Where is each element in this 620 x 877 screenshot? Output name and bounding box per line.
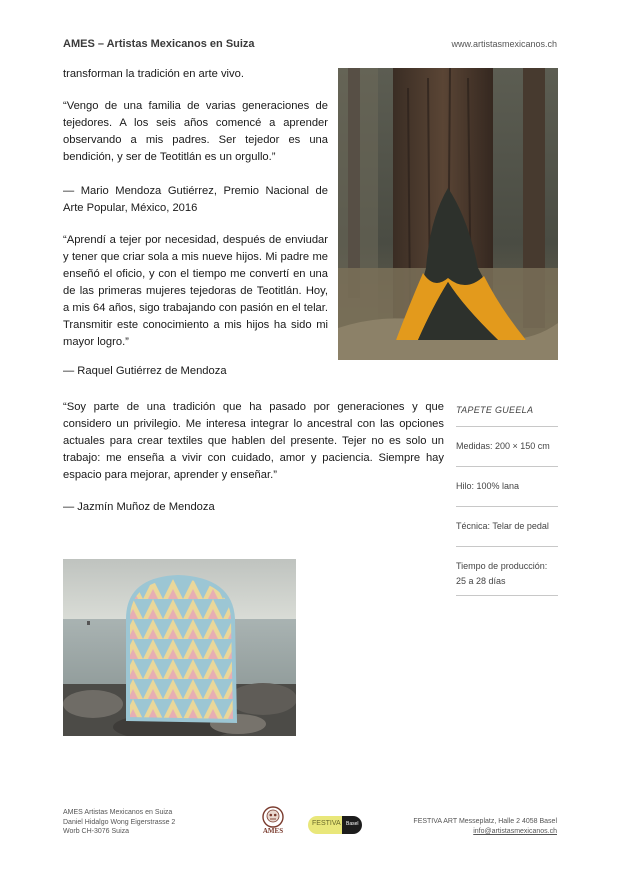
footer-org: AMES Artistas Mexicanos en Suiza bbox=[63, 809, 173, 816]
quote-mario: “Vengo de una familia de varias generaciones de tejedores. A los seis años comencé a aprender observando a mis padres. Ser tejedor es una bendición, y ser de Teotitlán es un orgullo.” bbox=[63, 100, 328, 163]
spec-tiempo: Tiempo de producción: 25 a 28 días bbox=[456, 555, 558, 596]
spec-title: TAPETE GUEELA bbox=[456, 403, 558, 427]
document-header-title: AMES – Artistas Mexicanos en Suiza bbox=[63, 38, 255, 50]
footer-address bbox=[63, 808, 175, 837]
quote-raquel: “Aprendí a tejer por necesidad, después de enviudar y tener que criar sola a mis nueve hijos. Mi padre me enseñó el oficio, y con el tiempo me convertí en una de las primeras mujeres tejedoras de Teotitlán. Hoy, a mis 64 años, sigo trabajando con pasión en el telar. Transmitir este conocimiento a mis hijos ha sido mi mayor logro.” bbox=[63, 234, 328, 348]
footer-event bbox=[413, 817, 557, 836]
footer-city: Worb CH-3076 Suiza bbox=[63, 828, 130, 835]
festiva-logo bbox=[308, 816, 362, 834]
spec-tecnica: Técnica: Telar de pedal bbox=[456, 515, 558, 547]
photo-rug-lakeside bbox=[63, 559, 296, 736]
footer-contact: Daniel Hidalgo Wong Eigerstrasse 2 bbox=[63, 818, 176, 826]
ames-logo bbox=[258, 806, 288, 838]
spec-medidas: Medidas: 200 × 150 cm bbox=[456, 435, 558, 467]
spec-hilo: Hilo: 100% lana bbox=[456, 475, 558, 507]
intro-line: transforman la tradición en arte vivo. bbox=[63, 68, 244, 80]
footer-email-link[interactable]: info@artistasmexicanos.ch bbox=[473, 827, 557, 835]
festiva-logo-tag: Basel bbox=[346, 821, 359, 827]
ames-logo-text: AMES bbox=[262, 827, 284, 835]
festiva-logo-text: FESTIVA bbox=[312, 820, 341, 827]
attribution-raquel: — Raquel Gutiérrez de Mendoza bbox=[63, 365, 227, 377]
footer-event-address: FESTIVA ART Messeplatz, Halle 2 4058 Basel bbox=[413, 818, 557, 825]
photo-rug-on-tree bbox=[338, 68, 558, 360]
spec-table bbox=[456, 403, 558, 604]
attribution-jazmin: — Jazmín Muñoz de Mendoza bbox=[63, 501, 215, 513]
quote-jazmin: “Soy parte de una tradición que ha pasado por generaciones y que considero un privilegio. Me interesa integrar lo ancestral con las opciones actuales para crear textiles que hablen del presente. Tejer no es solo un trabajo: me enseña a vivir con cuidado, amor y paciencia. Siempre hay espacio para mejorar, aprender y enseñar.” bbox=[63, 401, 444, 481]
attribution-mario: — Mario Mendoza Gutiérrez, Premio Nacional de Arte Popular, México, 2016 bbox=[63, 185, 328, 214]
document-header-website[interactable]: www.artistasmexicanos.ch bbox=[451, 39, 557, 49]
